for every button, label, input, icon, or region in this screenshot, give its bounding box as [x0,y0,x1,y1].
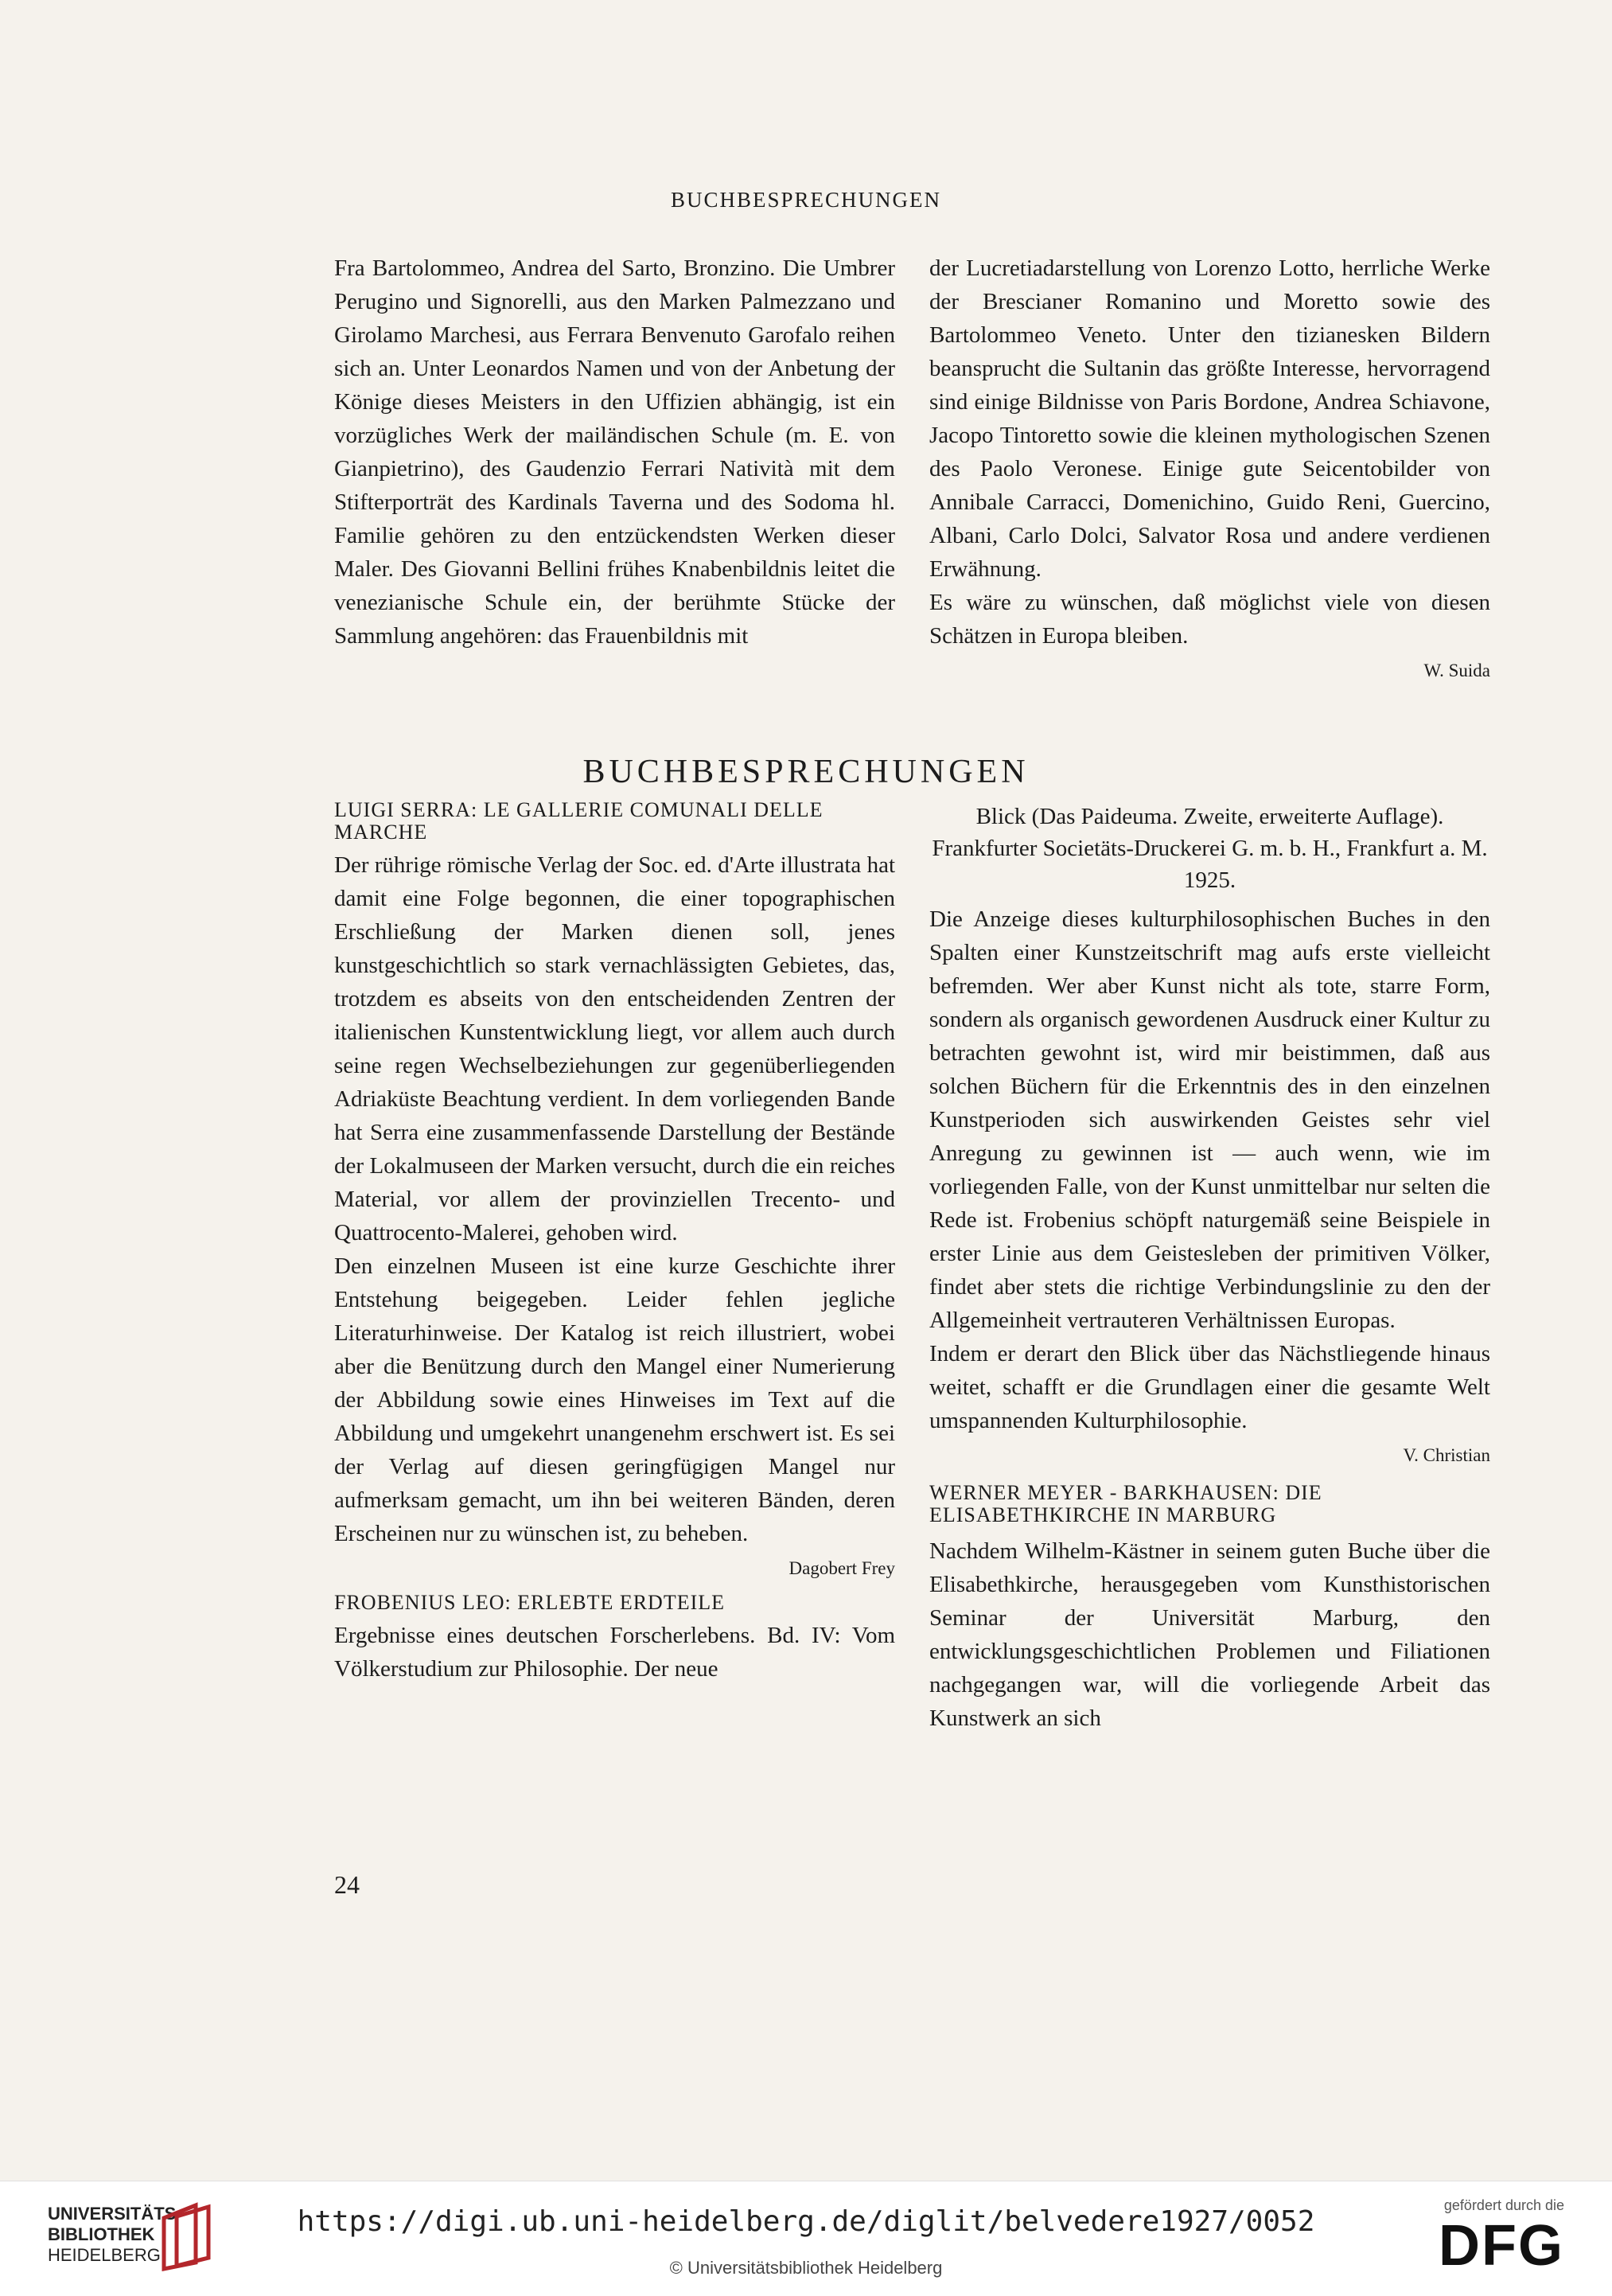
top-left-text: Fra Bartolommeo, Andrea del Sarto, Bronzino. Die Umbrer Perugino und Signorelli, aus den Marken Palmezzano und Girolamo Marchesi, aus Ferrara Benvenuto Garofalo reihen sich an. Unter Leonardos Namen und von der Anbetung der Könige dieses Meisters in den Uffizien abhängig, ist ein vorzügliches Werk der mailändischen Schule (m. E. von Gianpietrino), des Gaudenzio Ferrari Natività mit dem Stifterporträt des Kardinals Taverna und des Sodoma hl. Familie gehören zu den entzückendsten Werken dieser Maler. Des Giovanni Bellini frühes Knabenbildnis leitet die venezianische Schule ein, der berühmte Stücke der Sammlung angehören: das Frauenbildnis mit [334,255,895,649]
dfg-logo[interactable] [1439,2197,1564,2278]
review-serra-heading: LUIGI SERRA: LE GALLERIE COMUNALI DELLE MARCHE [334,798,824,844]
logo-line-1: UNIVERSITÄTS- [48,2204,182,2224]
funding-note: gefördert durch die [1443,2197,1564,2213]
review-meyer-heading: WERNER MEYER - BARKHAUSEN: DIE ELISABETHKIRCHE IN MARBURG [929,1481,1322,1526]
logo-line-2: BIBLIOTHEK [48,2224,155,2244]
signature-suida: W. Suida [1423,661,1490,680]
bottom-left-column [334,793,895,1686]
top-right-text-2: Es wäre zu wünschen, daß möglichst viele von diesen Schätzen in Europa bleiben. [929,590,1490,649]
top-right-column [929,251,1490,688]
bottom-right-column [929,801,1490,1735]
running-header: BUCHBESPRECHUNGEN [670,188,942,212]
review-serra-paragraph-1: Der rührige römische Verlag der Soc. ed. d'Arte illustrata hat damit eine Folge begonnen, die einer topographischen Erschließung der Marken dienen soll, jenes kunstgeschichtlich so stark vernachlässigten Gebietes, das, trotzdem es abseits von den entscheidenden Zentren der italienischen Kunstentwicklung liegt, vor allem auch durch seine regen Wechselbeziehungen zur gegenüberliegenden Adriaküste Beachtung verdient. In dem vorliegenden Bande hat Serra eine zusammenfassende Darstellung der Bestände der Lokalmuseen der Marken versucht, durch die ein reiches Material, vor allem der provinziellen Trecento- und Quattrocento-Malerei, gehoben wird. [334,852,895,1245]
dfg-wordmark: DFG [1439,2214,1564,2278]
review-meyer-paragraph-1: Nachdem Wilhelm-Kästner in seinem guten Buche über die Elisabethkirche, herausgegeben vom Kunsthistorischen Seminar der Universität Marburg, den entwicklungsgeschichtlichen Problemen und Filiationen nachgegangen war, will die vorliegende Arbeit das Kunstwerk an sich [929,1538,1490,1731]
review-serra-paragraph-2: Den einzelnen Museen ist eine kurze Geschichte ihrer Entstehung beigegeben. Leider fehlen jegliche Literaturhinweise. Der Katalog ist reich illustriert, wobei aber die Benützung durch den Mangel einer Numerierung der Abbildung sowie eines Hinweises im Text auf die Abbildung und umgekehrt unangenehm erschwert ist. Es sei der Verlag auf diesen geringfügigen Mangel nur aufmerksam gemacht, um ihn bei weiteren Bänden, deren Erscheinen nur zu wünschen ist, zu beheben. [334,1253,895,1546]
page-number: 24 [334,1870,360,1899]
top-right-text: der Lucretiadarstellung von Lorenzo Lotto, herrliche Werke der Brescianer Romanino und Moretto sowie des Bartolommeo Veneto. Unter den tizianesken Bildern beansprucht die Sultanin das größte Interesse, hervorragend sind einige Bildnisse von Paris Bordone, Andrea Schiavone, Jacopo Tintoretto sowie die kleinen mythologischen Szenen des Paolo Veronese. Einige gute Seicentobilder von Annibale Carracci, Domenichino, Guido Reni, Guercino, Albani, Carlo Dolci, Salvator Rosa und andere verdienen Erwähnung. [929,255,1490,582]
review-frobenius-intro-cont: Blick (Das Paideuma. Zweite, erweiterte Auflage). Frankfurter Societäts-Druckerei G. m. b. H., Frankfurt a. M. 1925. [932,804,1488,893]
review-frobenius-heading: FROBENIUS LEO: ERLEBTE ERDTEILE [334,1591,726,1614]
review-frobenius-intro: Ergebnisse eines deutschen Forscherlebens. Bd. IV: Vom Völkerstudium zur Philosophie. Der neue [334,1623,895,1682]
section-title: BUCHBESPRECHUNGEN [582,754,1030,790]
permalink[interactable]: https://digi.ub.uni-heidelberg.de/diglit/belvedere1927/0052 [297,2205,1315,2238]
logo-line-3: HEIDELBERG [48,2245,161,2265]
copyright: © Universitätsbibliothek Heidelberg [669,2258,943,2278]
top-left-column [334,251,895,653]
signature-frey: Dagobert Frey [788,1558,895,1578]
review-frobenius-paragraph-1: Die Anzeige dieses kulturphilosophischen Buches in den Spalten einer Kunstzeitschrift mag aufs erste vielleicht befremden. Wer aber Kunst nicht als tote, starre Form, sondern als organisch gewordenen Ausdruck einer Kultur zu betrachten gewohnt ist, wird mir beistimmen, daß aus solchen Büchern für die Erkenntnis des in den einzelnen Kunstperioden sich auswirkenden Geistes sehr viel Anregung zu gewinnen ist — auch wenn, wie im vorliegenden Falle, von der Kunst unmittelbar nur selten die Rede ist. Frobenius schöpft naturgemäß seine Beispiele in erster Linie aus dem Geistesleben der primitiven Völker, findet aber stets die richtige Verbindungslinie zu den der Allgemeinheit vertrauteren Verhältnissen Europas. [929,906,1490,1333]
signature-christian: V. Christian [1403,1445,1490,1465]
review-frobenius-paragraph-2: Indem er derart den Blick über das Nächstliegende hinaus weitet, schafft er die Grundlagen einer die gesamte Welt umspannenden Kulturphilosophie. [929,1341,1490,1433]
footer-bar [0,2181,1612,2296]
